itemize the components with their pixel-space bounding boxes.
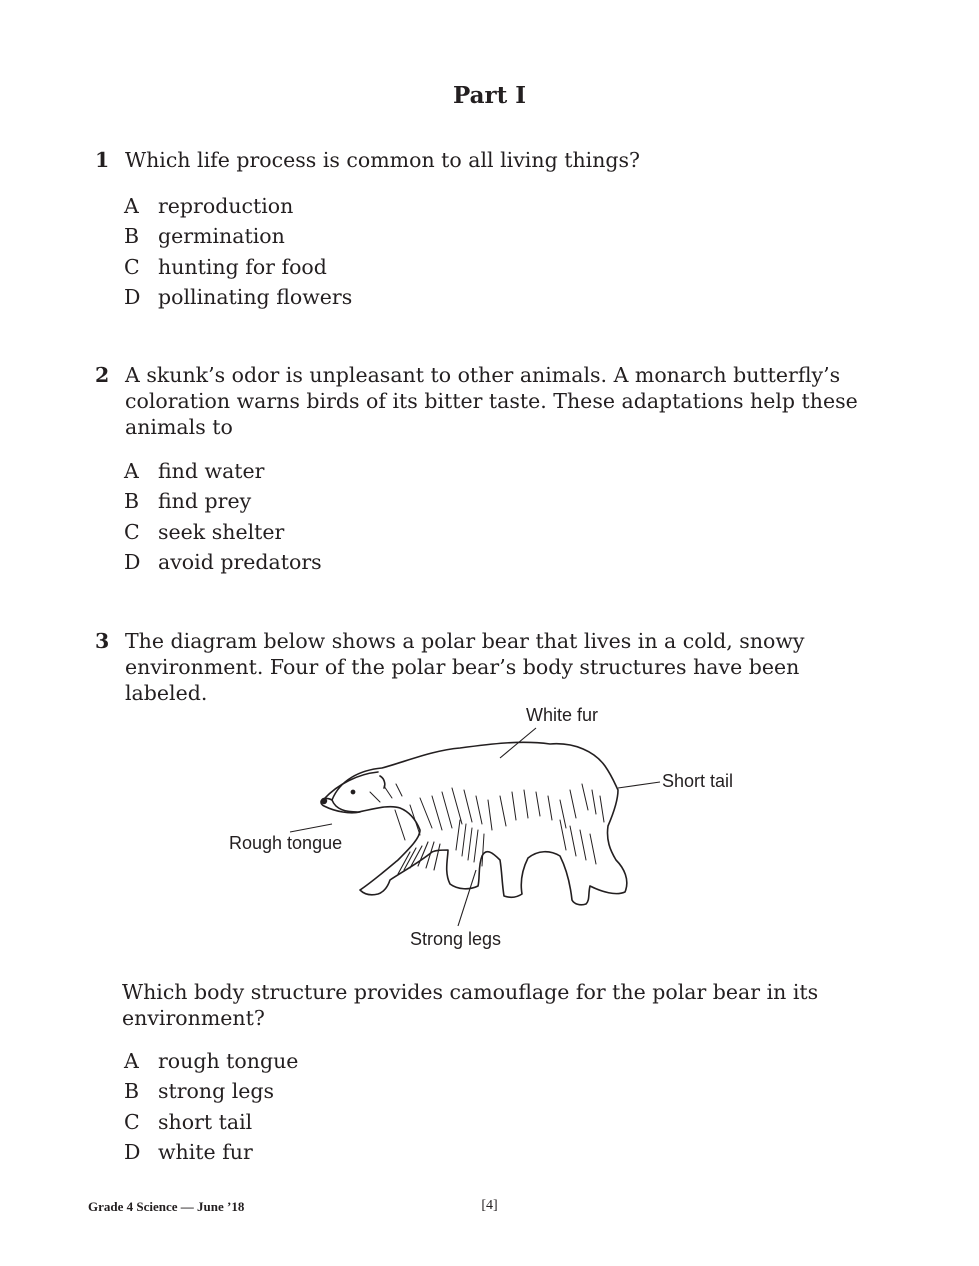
polar-bear-diagram [220, 700, 760, 960]
short-tail-label: Short tail [662, 771, 734, 791]
choice-b[interactable] [124, 221, 352, 251]
choice-text: short tail [158, 1109, 253, 1134]
choice-letter: D [124, 284, 141, 309]
rough-tongue-label: Rough tongue [229, 833, 343, 853]
footer-exam-title: Grade 4 Science — June ’18 [88, 1199, 245, 1214]
question-3-choices [124, 1046, 298, 1167]
choice-text: seek shelter [158, 519, 285, 544]
choice-letter: C [124, 519, 140, 544]
choice-letter: A [124, 1049, 139, 1073]
choice-c[interactable] [124, 517, 322, 547]
choice-d[interactable] [124, 547, 322, 577]
page-number: [4] [481, 1198, 498, 1213]
strong-legs-leader [458, 870, 476, 926]
choice-text: rough tongue [158, 1049, 299, 1073]
choice-letter: A [124, 459, 139, 483]
choice-a[interactable] [124, 1046, 298, 1076]
short-tail-leader [618, 782, 660, 788]
choice-b[interactable] [124, 1076, 298, 1106]
question-2-choices [124, 456, 322, 577]
choice-c[interactable] [124, 252, 352, 282]
question-1-choices [124, 191, 352, 312]
question-3-subquestion: Which body structure provides camouflage for the polar bear in its environment? [122, 980, 819, 1030]
choice-letter: C [124, 254, 140, 279]
question-text: The diagram below shows a polar bear that lives in a cold, snowy environment. Four of the polar bear’s body structures have been labeled. [125, 629, 805, 705]
strong-legs-label: Strong legs [410, 929, 502, 949]
choice-text: reproduction [158, 194, 294, 218]
choice-letter: B [124, 1079, 140, 1104]
label-leader-lines [290, 728, 660, 926]
choice-d[interactable] [124, 1137, 298, 1167]
choice-letter: C [124, 1109, 140, 1134]
choice-b[interactable] [124, 486, 322, 516]
rough-tongue-leader [290, 824, 332, 832]
polar-bear-drawing [321, 742, 627, 904]
choice-a[interactable] [124, 191, 352, 221]
choice-d[interactable] [124, 282, 352, 312]
choice-letter: D [124, 1139, 141, 1164]
choice-text: find prey [158, 489, 252, 514]
choice-letter: A [124, 194, 139, 218]
choice-letter: D [124, 549, 141, 574]
choice-text: avoid predators [158, 549, 322, 574]
choice-text: pollinating flowers [158, 284, 353, 309]
question-3 [95, 628, 895, 706]
choice-text: strong legs [158, 1079, 275, 1104]
question-number: 2 [95, 363, 110, 387]
choice-c[interactable] [124, 1107, 298, 1137]
choice-letter: B [124, 489, 140, 514]
choice-letter: B [124, 224, 140, 249]
choice-a[interactable] [124, 456, 322, 486]
white-fur-label: White fur [526, 705, 599, 725]
choice-text: germination [158, 224, 285, 249]
question-number: 1 [95, 148, 110, 172]
question-2 [95, 362, 895, 440]
choice-text: find water [158, 459, 265, 483]
choice-text: hunting for food [158, 254, 327, 279]
choice-text: white fur [158, 1139, 253, 1164]
page-title: Part I [452, 82, 527, 109]
question-1 [95, 147, 895, 173]
question-number: 3 [95, 629, 110, 653]
question-text: Which life process is common to all living things? [125, 148, 641, 172]
question-text: A skunk’s odor is unpleasant to other animals. A monarch butterfly’s coloration warns birds of its bitter taste. These adaptations help these animals to [125, 363, 858, 439]
